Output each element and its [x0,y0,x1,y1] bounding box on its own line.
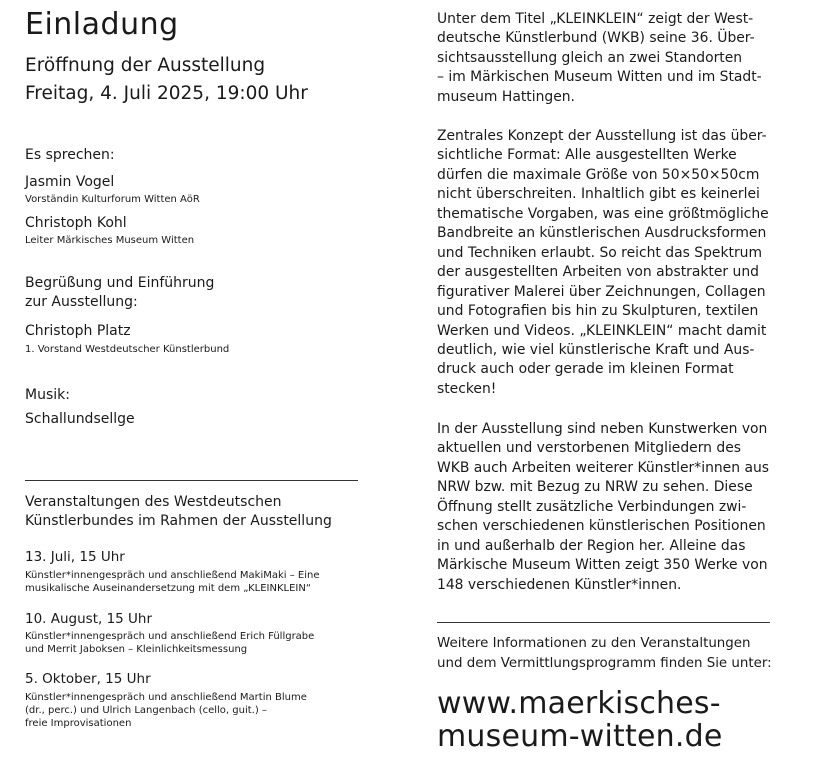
more-info-line: und dem Vermittlungsprogramm finden Sie unter: [437,656,772,671]
paragraph-line: dürfen die maximale Größe von 50×50×50cm [437,166,760,183]
paragraph-line: schen verschiedenen künstlerischen Positionen [437,518,766,535]
intro-paragraph [437,10,762,107]
paragraph-line: stecken! [437,380,497,397]
paragraph-line: druck auch oder gerade im kleinen Format [437,361,734,378]
music-label: Musik: [25,387,70,403]
music-name: Schallundsellge [25,411,135,427]
paragraph-line: deutsche Künstlerbund (WKB) seine 36. Über- [437,30,755,47]
event-date: 10. August, 15 Uhr [25,611,153,627]
speakers-label: Es sprechen: [25,147,115,163]
speaker-role: Leiter Märkisches Museum Witten [25,235,195,246]
event-datetime: Freitag, 4. Juli 2025, 19:00 Uhr [25,83,308,104]
speaker-name: Jasmin Vogel [25,174,115,190]
paragraph-line: deutlich, wie viel künstlerische Kraft und Aus- [437,341,755,358]
welcome-speaker-name: Christoph Platz [25,323,131,339]
paragraph-line: museum Hattingen. [437,88,575,105]
event-desc-line: musikalische Auseinandersetzung mit dem „KLEINKLEIN“ [25,583,312,594]
paragraph-line: figurativer Malerei über Zeichnungen, Collagen [437,283,766,300]
paragraph-line: und Fotografien bis hin zu Skulpturen, textilen [437,303,759,320]
paragraph-line: Werken und Videos. „KLEINKLEIN“ macht damit [437,322,767,339]
paragraph-line: Öffnung stellt zusätzliche Verbindungen zwi- [437,498,747,515]
more-info-line: Weitere Informationen zu den Veranstaltungen [437,636,751,651]
section-divider [437,622,770,623]
paragraph-line: sichtsausstellung gleich an zwei Standorten [437,49,743,66]
paragraph-line: sichtliche Format: Alle ausgestellten Werke [437,147,737,164]
paragraph-line: In der Ausstellung sind neben Kunstwerken von [437,421,768,437]
speaker-name: Christoph Kohl [25,215,127,231]
paragraph-line: in und außerhalb der Region her. Alleine das [437,537,746,554]
paragraph-line: und Techniken erlaubt. So reicht das Spektrum [437,244,762,261]
paragraph-line: Zentrales Konzept der Ausstellung ist das über- [437,128,767,144]
website-url-line[interactable]: www.maerkisches- [437,686,721,721]
events-heading-line: Veranstaltungen des Westdeutschen [25,494,282,510]
page-title: Einladung [25,7,179,42]
paragraph-line: Unter dem Titel „KLEINKLEIN“ zeigt der West- [437,11,754,27]
paragraph-line: 148 verschiedenen Künstler*innen. [437,576,682,593]
event-desc-line: Künstler*innengespräch und anschließend MakiMaki – Eine [25,570,320,581]
concept-paragraph [437,127,769,399]
event-desc-line: und Merrit Jaboksen – Kleinlichkeitsmessung [25,644,248,655]
event-desc-line: Künstler*innengespräch und anschließend Martin Blume [25,692,307,703]
event-desc-line: (dr., perc.) und Ulrich Langenbach (cello, guit.) – [25,705,267,716]
exhibition-subtitle: Eröffnung der Ausstellung [25,55,266,76]
paragraph-line: NRW bzw. mit Bezug zu NRW zu sehen. Diese [437,479,753,496]
event-desc-line: Künstler*innengespräch und anschließend Erich Füllgrabe [25,631,315,642]
welcome-label-line: zur Ausstellung: [25,294,138,310]
section-divider [25,480,358,481]
paragraph-line: Märkische Museum Witten zeigt 350 Werke von [437,557,768,574]
welcome-label-line: Begrüßung und Einführung [25,275,215,291]
paragraph-line: Bandbreite an künstlerischen Ausdrucksformen [437,225,767,242]
paragraph-line: – im Märkischen Museum Witten und im Stadt- [437,69,762,86]
paragraph-line: nicht überschreiten. Inhaltlich gibt es keinerlei [437,186,760,203]
paragraph-line: aktuellen und verstorbenen Mitgliedern des [437,440,741,457]
event-date: 13. Juli, 15 Uhr [25,549,125,565]
event-desc-line: freie Improvisationen [25,718,132,729]
welcome-speaker-role: 1. Vorstand Westdeutscher Künstlerbund [25,344,230,355]
paragraph-line: der ausgestellten Arbeiten von abstrakter und [437,264,759,281]
paragraph-line: thematische Vorgaben, was eine größtmögliche [437,205,769,222]
speaker-role: Vorständin Kulturforum Witten AöR [25,194,200,205]
paragraph-line: WKB auch Arbeiten weiterer Künstler*innen aus [437,459,769,476]
event-date: 5. Oktober, 15 Uhr [25,671,151,687]
members-paragraph [437,420,769,595]
events-heading-line: Künstlerbundes im Rahmen der Ausstellung [25,513,332,529]
website-url-line[interactable]: museum-witten.de [437,719,723,754]
